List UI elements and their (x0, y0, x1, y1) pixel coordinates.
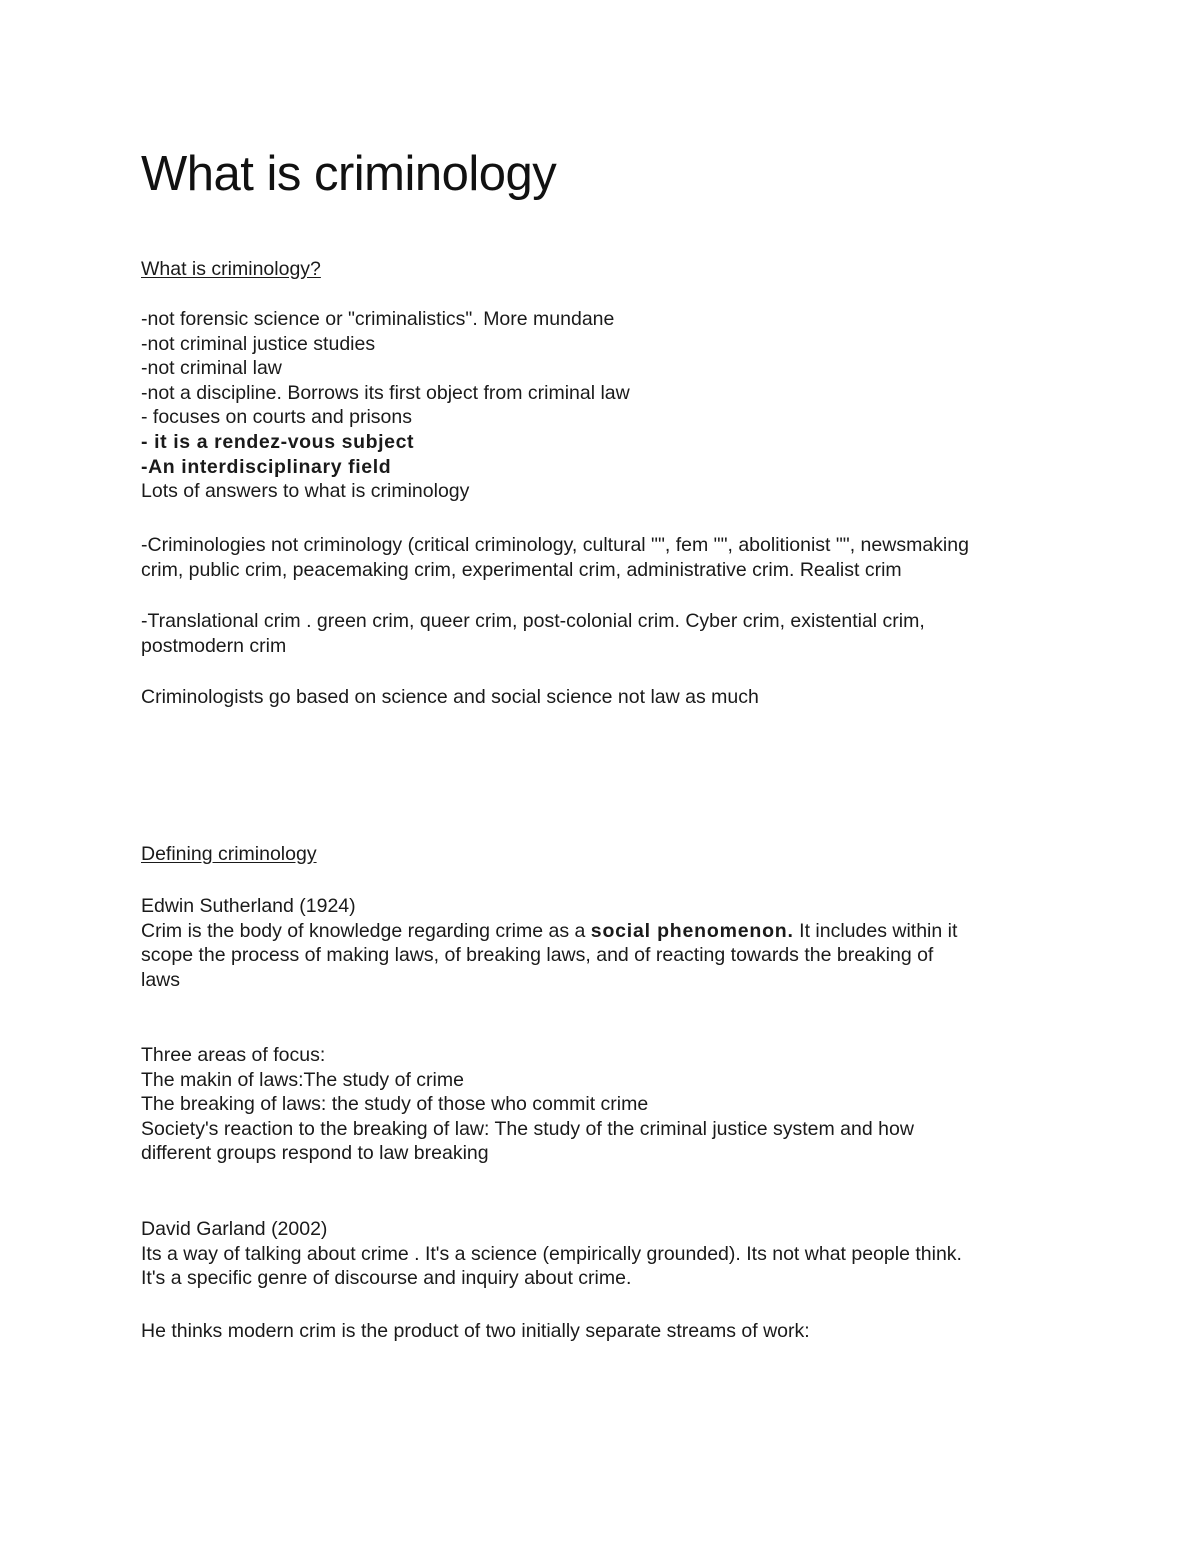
criminologists-paragraph (141, 685, 1071, 710)
answers-line: Lots of answers to what is criminology (141, 480, 470, 503)
focus-heading: Three areas of focus: (141, 1044, 326, 1066)
not-list (141, 307, 1071, 504)
definition-line: Crim is the body of knowledge regarding crime as a social phenomenon. It includes within it (141, 919, 958, 942)
focus-item: The makin of laws:The study of crime (141, 1068, 464, 1091)
list-item: -not forensic science or "criminalistics". More mundane (141, 308, 615, 330)
sutherland-definition (141, 894, 1071, 992)
paragraph-line: Criminologists go based on science and social science not law as much (141, 686, 759, 708)
section-defining-criminology (141, 842, 1071, 867)
criminologies-paragraph (141, 533, 1071, 582)
list-item: -not a discipline. Borrows its first object from criminal law (141, 381, 630, 404)
author-citation: David Garland (2002) (141, 1218, 328, 1240)
paragraph-line: postmodern crim (141, 634, 287, 657)
paragraph-line: He thinks modern crim is the product of two initially separate streams of work: (141, 1320, 810, 1342)
list-item: -not criminal justice studies (141, 332, 376, 355)
bold-phrase: social phenomenon. (590, 919, 794, 942)
document-title: What is criminology (141, 147, 557, 201)
list-item-bold: -An interdisciplinary field (141, 455, 392, 478)
paragraph-line: -Criminologies not criminology (critical criminology, cultural "", fem "", abolitionist "", newsmaking (141, 534, 969, 556)
section-heading: Defining criminology (141, 843, 317, 865)
streams-paragraph (141, 1319, 1071, 1344)
definition-line: scope the process of making laws, of breaking laws, and of reacting towards the breaking of (141, 944, 934, 967)
list-item: - focuses on courts and prisons (141, 406, 412, 429)
focus-item: The breaking of laws: the study of those who commit crime (141, 1093, 649, 1116)
focus-areas (141, 1043, 1071, 1166)
focus-item: Society's reaction to the breaking of law: The study of the criminal justice system and how (141, 1117, 914, 1140)
paragraph-line: crim, public crim, peacemaking crim, experimental crim, administrative crim. Realist crim (141, 558, 902, 581)
list-item: -not criminal law (141, 357, 282, 380)
garland-definition (141, 1217, 1071, 1291)
definition-line: It's a specific genre of discourse and inquiry about crime. (141, 1267, 632, 1290)
definition-line: Its a way of talking about crime . It's a science (empirically grounded). Its not what people think. (141, 1242, 962, 1265)
focus-item: different groups respond to law breaking (141, 1142, 489, 1165)
definition-line: laws (141, 968, 181, 991)
section-heading: What is criminology? (141, 258, 321, 280)
list-item-bold: - it is a rendez-vous subject (141, 430, 415, 453)
section-what-is-criminology (141, 257, 1071, 282)
paragraph-line: -Translational crim . green crim, queer crim, post-colonial crim. Cyber crim, existential crim, (141, 610, 925, 632)
translational-paragraph (141, 609, 1071, 658)
author-citation: Edwin Sutherland (1924) (141, 895, 356, 917)
